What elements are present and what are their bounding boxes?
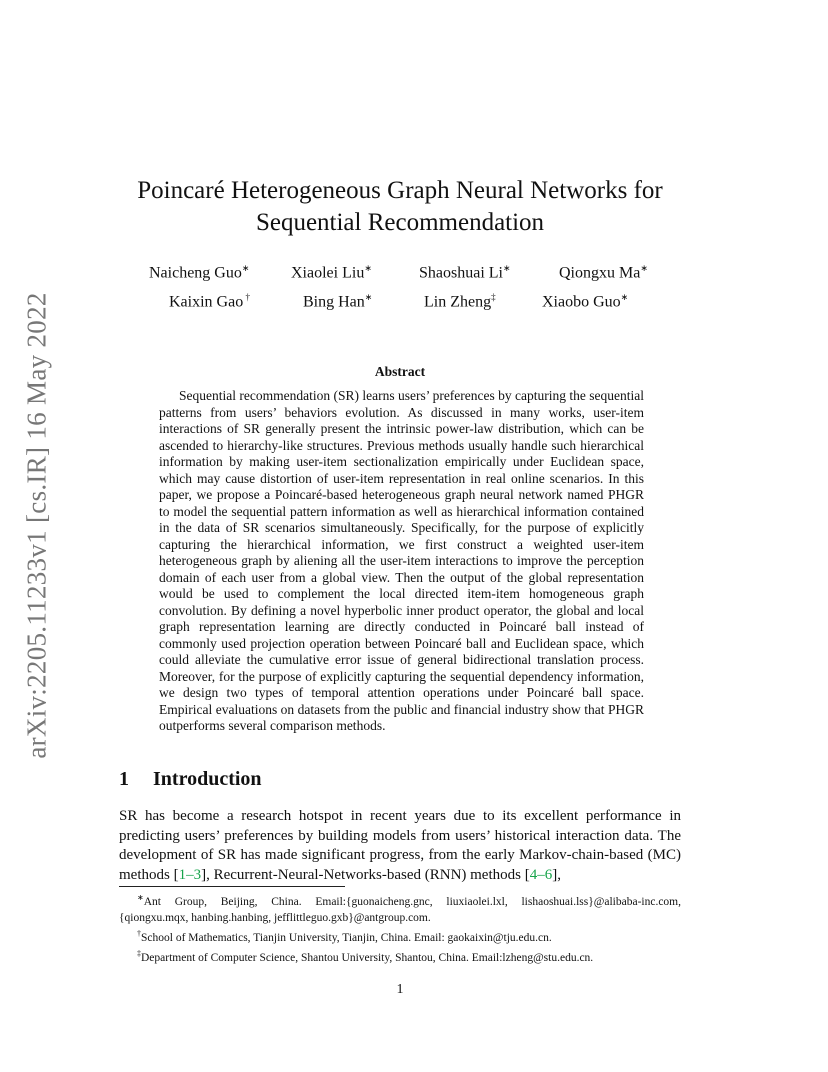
arxiv-identifier-text: arXiv:2205.11233v1 [cs.IR] 16 May 2022 [21,291,52,759]
introduction-paragraph: SR has become a research hotspot in recent years due to its excellent performance in predicting users’ preferences by building models from users’ historical interaction data. The development of SR has made significant progress, from the early Markov-chain-based (MC) methods [1–3], Recurrent-Neural-Networks-based (RNN) methods [4–6], [119,808,681,883]
footnote-rule [119,886,345,887]
author: Lin Zheng‡ [424,292,496,311]
author: Naicheng Guo∗ [149,263,250,282]
citation-link[interactable]: 4–6 [529,866,553,883]
paper-title [100,175,700,239]
author: Xiaolei Liu∗ [291,263,372,282]
section-number: 1 [119,768,129,790]
title-line-2: Sequential Recommendation [255,209,545,236]
title-line-1: Poincaré Heterogeneous Graph Neural Networks for [137,177,663,204]
abstract-body: Sequential recommendation (SR) learns users’ preferences by capturing the sequential patterns from users’ behaviors evolution. As discussed in many works, user-item interactions of SR generally present the intrinsic power-law distribution, which can be ascended to hierarchy-like structures. Previous methods usually handle such hierarchical information by making user-item sectionalization empirically under Euclidean space, which may cause distortion of user-item representation in real online scenarios. In this paper, we propose a Poincaré-based heterogeneous graph neural network named PHGR to model the sequential pattern information as well as hierarchical information contained in the data of SR scenarios simultaneously. Specifically, for the purpose of explicitly capturing the hierarchical information, we first construct a weighted user-item heterogeneous graph by aliening all the user-item interactions to improve the perception domain of each user from a global view. Then the output of the global representation would be used to complement the local directed item-item homogeneous graph convolution. By defining a novel hyperbolic inner product operator, the global and local graph representation learning are directly conducted in Poincaré ball instead of commonly used projection operation between Poincaré ball and Euclidean space, which could alleviate the cumulative error issue of general bidirectional translation process. Moreover, for the purpose of explicitly capturing the sequential dependency information, we design two types of temporal attention operations under Poincaré ball space. Empirical evaluations on datasets from the public and financial industry show that PHGR outperforms several comparison methods. [159,388,644,733]
citation-link[interactable]: 1–3 [178,866,202,883]
author: Kaixin Gao † [169,292,250,311]
abstract-heading: Abstract [374,364,426,379]
page-number: 1 [396,982,404,997]
footnotes [119,890,681,965]
footnote: ‡Department of Computer Science, Shantou University, Shantou, China. Email:lzheng@stu.edu.cn. [137,948,594,964]
author: Shaoshuai Li∗ [419,263,511,282]
author: Qiongxu Ma∗ [559,263,648,282]
footnote: ∗Ant Group, Beijing, China. Email:{guonaicheng.gnc, liuxiaolei.lxl, lishaoshuai.lss}@alibaba-inc.com, {qiongxu.mqx, hanbing.hanbing, jefflittleguo.gxb}@antgroup.com. [119,893,681,924]
author: Bing Han∗ [303,292,373,311]
author: Xiaobo Guo∗ [542,292,629,311]
section-title: Introduction [153,768,262,790]
section-heading [119,768,262,791]
footnote: †School of Mathematics, Tianjin University, Tianjin, China. Email: gaokaixin@tju.edu.cn. [137,928,552,944]
arxiv-identifier [13,290,61,760]
